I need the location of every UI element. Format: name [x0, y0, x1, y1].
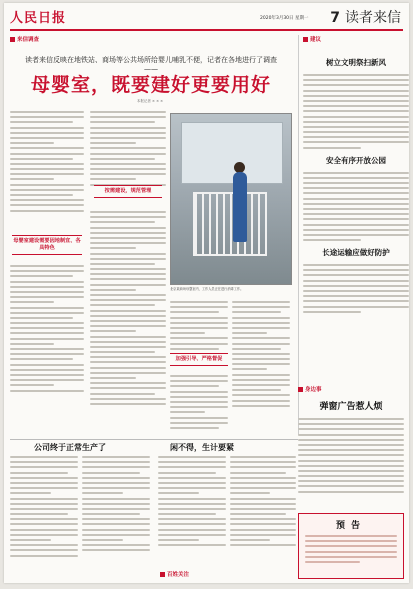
photo-window — [181, 122, 283, 184]
pull-quote-2: 按需建设，规范管理 — [94, 185, 162, 198]
page-section-title: 读者来信 — [345, 10, 401, 26]
feature-column-4 — [232, 301, 290, 410]
bottom-column-4 — [230, 456, 296, 549]
bottom-right-headline: 闲不得，生计要紧 — [170, 442, 234, 452]
feature-column-1b — [10, 265, 84, 395]
issue-date: 2020年3月30日 星期一 — [260, 16, 309, 21]
sidebar-item-title: 安全有序开放公园 — [326, 155, 386, 165]
section-square-icon — [10, 37, 15, 42]
feature-kicker: 读者来信反映在地铁站、商场等公共场所给婴儿哺乳不便，记者在各地进行了调查—— — [25, 56, 277, 73]
feature-headline: 母婴室，既要建好更要用好 — [30, 74, 271, 96]
pull-quote-3: 加强引导、严格督促 — [170, 353, 228, 366]
notice-body — [299, 531, 403, 570]
photo-crib — [193, 192, 267, 256]
sidebar-item-body — [303, 74, 409, 149]
sidebar-item-body — [303, 172, 409, 241]
bottom-section-label — [160, 570, 189, 578]
pull-quote-1: 母婴室建设需要因地制宜、各具特色 — [12, 235, 82, 255]
sidebar-section-text: 建议 — [310, 37, 322, 43]
photo-person — [233, 172, 247, 242]
section-square-icon — [160, 572, 165, 577]
bottom-section-text: 百姓关注 — [167, 572, 190, 578]
sidebar-section-label — [303, 35, 409, 43]
feature-section-label — [10, 35, 39, 43]
section-square-icon — [298, 387, 303, 392]
sidebar-item-title: 长途运输应做好防护 — [322, 248, 390, 258]
bottom-column-1 — [10, 456, 78, 560]
bottom-left-headline: 公司终于正常生产了 — [34, 442, 106, 452]
sidebar2-section-label — [298, 385, 404, 393]
feature-column-2b — [90, 211, 166, 408]
feature-column-3b — [170, 375, 228, 432]
page-number — [330, 7, 401, 27]
feature-section-text: 来信调查 — [17, 37, 40, 43]
section-square-icon — [303, 37, 308, 42]
notice-title: 预告 — [335, 521, 366, 531]
sidebar2-body — [298, 418, 404, 493]
feature-column-2 — [90, 111, 166, 189]
sidebar-item-body — [303, 264, 409, 313]
feature-column-3 — [170, 301, 228, 353]
masthead — [10, 7, 403, 31]
sidebar2-section-text: 身边事 — [305, 387, 322, 393]
newspaper-page — [4, 3, 409, 583]
page-number-value: 7 — [330, 10, 340, 26]
newspaper-logo: 人民日报 — [10, 11, 67, 26]
photo-caption: 北京某商场母婴室内，工作人员正在进行消毒工作。 — [170, 287, 244, 291]
sidebar-item-title: 树立文明祭扫新风 — [326, 58, 386, 67]
feature-byline: 本报记者 × × × — [136, 99, 164, 103]
feature-column-1 — [10, 111, 84, 215]
feature-photo — [170, 113, 292, 285]
sidebar-neighborhood — [298, 385, 404, 496]
bottom-column-3 — [158, 456, 226, 549]
sidebar2-title: 弹窗广告惹人烦 — [319, 402, 383, 412]
sidebar-suggestions — [298, 35, 409, 435]
preview-notice — [298, 513, 404, 579]
bottom-stories — [10, 439, 298, 580]
bottom-column-2 — [82, 456, 150, 555]
main-feature — [10, 35, 292, 435]
